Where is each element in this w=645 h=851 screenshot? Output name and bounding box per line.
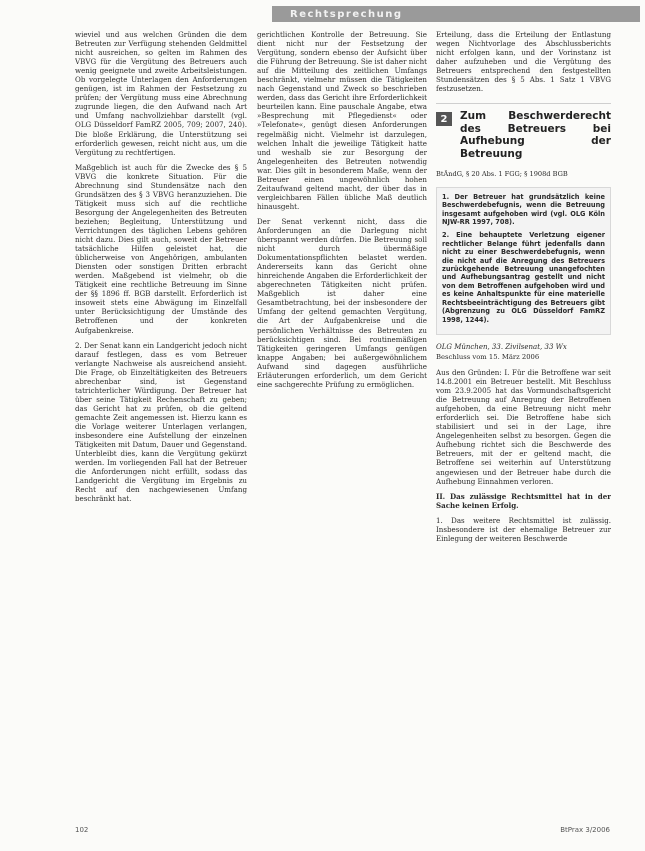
- legal-reference: BtÄndG, § 20 Abs. 1 FGG; § 1908d BGB: [436, 170, 568, 179]
- text-column-1: [75, 30, 247, 830]
- paragraph: gerichtlichen Kontrolle der Betreuung. Sie dient nicht nur der Festsetzung der Vergütung, sondern ebenso der Aufsicht über die Führung der Betreuung. Sie ist daher nicht auf die Mitteilung des zeitlichen Umfangs beschränkt, vielmehr müssen die Tätigkeiten nach Gegenstand und Zweck so beschrieben werden, dass das Gericht ihre Erforderlichkeit beurteilen kann. Eine pauschale Angabe, etwa »Besprechung mit Pflegedienst« oder »Telefonate«, genügt diesen Anforderungen regelmäßig nicht. Vielmehr ist darzulegen, welchen Inhalt die jeweilige Tätigkeit hatte und weshalb sie zur Besorgung der Angelegenheiten des Betreuten notwendig war. Dies gilt in besonderem Maße, wenn der Betreuer einen ungewöhnlich hohen Zeitaufwand geltend macht, der über das in vergleichbaren Fällen übliche Maß deutlich hinausgeht.: [257, 30, 427, 211]
- section-label: Rechtsprechung: [290, 8, 403, 20]
- paragraph: 2. Der Senat kann ein Landgericht jedoch nicht darauf festlegen, dass es vom Betreuer verlangte Nachweise als ausreichend ansieht. Die Frage, ob Einzeltätigkeiten des Betreuers abrechenbar sind, ist Gegenstand tatrichterlicher Würdigung. Der Betreuer hat über seine Tätigkeit Rechenschaft zu geben; das Gericht hat zu prüfen, ob die geltend gemachte Zeit angemessen ist. Hierzu kann es die Vorlage weiterer Unterlagen verlangen, insbesondere eine Aufstellung der einzelnen Tätigkeiten mit Datum, Dauer und Gegenstand. Unterbleibt dies, kann die Vergütung gekürzt werden. Im vorliegenden Fall hat der Betreuer die Anforderungen nicht erfüllt, sodass das Landgericht die Vergütung im Ergebnis zu Recht auf den nachgewiesenen Umfang beschränkt hat.: [75, 340, 247, 504]
- headnote: 1. Der Betreuer hat grundsätzlich keine Beschwerdebefugnis, wenn die Betreuung insgesamt aufgehoben wird (vgl. OLG Köln NJW-RR 1997, 708).: [442, 192, 605, 227]
- paragraph: Aus den Gründen: I. Für die Betroffene war seit 14.8.2001 ein Betreuer bestellt. Mit Beschluss vom 23.9.2005 hat das Vormundschaftsgericht die Betreuung auf Anregung der Betroffenen aufgehoben, da eine Betreuung nicht mehr erforderlich sei. Die Betroffene habe sich stabilisiert und sei in der Lage, ihre Angelegenheiten selbst zu besorgen. Gegen die Aufhebung richtet sich die Beschwerde des Betreuers, mit der er geltend macht, die Betroffene sei weiterhin auf Unterstützung angewiesen und der Betreuer habe durch die Aufhebung Einnahmen verloren.: [436, 368, 611, 486]
- text-column-2: [257, 30, 427, 830]
- section-header-bar: [272, 6, 640, 22]
- paragraph: 1. Das weitere Rechtsmittel ist zulässig. Insbesondere ist der ehemalige Betreuer zur Einlegung der weiteren Beschwerde: [436, 515, 611, 543]
- page-footer: [75, 826, 610, 838]
- page-number: 102: [75, 826, 89, 834]
- decision-date: Beschluss vom 15. März 2006: [436, 352, 540, 361]
- paragraph: Der Senat verkennt nicht, dass die Anforderungen an die Darlegung nicht überspannt werden dürfen. Die Betreuung soll nicht durch übermäßige Dokumentationspflichten belastet werden. Andererseits kann das Gericht ohne hinreichende Angaben die Erforderlichkeit der abgerechneten Tätigkeiten nicht prüfen. Maßgeblich ist daher eine Gesamtbetrachtung, bei der insbesondere der Umfang der geltend gemachten Vergütung, die Art der Aufgabenkreise und die persönlichen Verhältnisse des Betreuten zu berücksichtigen sind. Bei routinemäßigen Tätigkeiten geringeren Umfangs genügen knappe Angaben; bei außergewöhnlichem Aufwand sind dagegen ausführliche Erläuterungen erforderlich, um dem Gericht eine sachgerechte Prüfung zu ermöglichen.: [257, 216, 427, 389]
- section-heading: [436, 103, 611, 160]
- headnotes-box: [436, 187, 611, 335]
- section-title: Zum Beschwerderecht des Betreuers bei Aufhebung der Betreuung: [460, 110, 611, 160]
- text-column-3: [436, 30, 611, 830]
- section-number-badge: 2: [436, 112, 452, 126]
- court-name: OLG München, 33. Zivilsenat, 33 Wx: [436, 342, 567, 351]
- headnote: 2. Eine behauptete Verletzung eigener rechtlicher Belange führt jedenfalls dann nicht zu einer Beschwerdebefugnis, wenn die nicht auf die Anregung des Betreuers zurückgehende Betreuung unangefochten und Aufhebungsantrag gestellt und nicht von dem Betroffenen aufgehoben wird und es keine Anhaltspunkte für eine materielle Rechtsbeeinträchtigung des Betreuers gibt (Abgrenzung zu OLG Düsseldorf FamRZ 1998, 1244).: [442, 231, 605, 324]
- journal-issue: BtPrax 3/2006: [560, 826, 610, 834]
- paragraph: II. Das zulässige Rechtsmittel hat in der Sache keinen Erfolg.: [436, 491, 611, 510]
- paragraph: Erteilung, dass die Erteilung der Entlastung wegen Nichtvorlage des Abschlussberichts nicht erfolgen kann, und der Vorinstanz ist daher aufzuheben und die Vergütung des Betreuers entsprechend den festgestellten Stundensätzen des § 5 Abs. 1 Satz 1 VBVG festzusetzen.: [436, 30, 611, 94]
- paragraph: Maßgeblich ist auch für die Zwecke des § 5 VBVG die konkrete Situation. Für die Abrechnung sind Stundensätze nach den Grundsätzen des § 3 VBVG heranzuziehen. Die Tätigkeit muss sich auf die rechtliche Besorgung der Angelegenheiten des Betreuten beziehen; Begleitung, Unterstützung und Verrichtungen des täglichen Lebens gehören nicht dazu. Dies gilt auch, soweit der Betreuer tatsächliche Hilfen geleistet hat, die üblicherweise von Angehörigen, ambulanten Diensten oder sonstigen Dritten erbracht werden. Maßgebend ist vielmehr, ob die Tätigkeit eine rechtliche Betreuung im Sinne der §§ 1896 ff. BGB darstellt. Erforderlich ist insoweit stets eine Abwägung im Einzelfall unter Berücksichtigung der Umstände des Betroffenen und der konkreten Aufgabenkreise.: [75, 162, 247, 335]
- paragraph: wieviel und aus welchen Gründen die dem Betreuten zur Verfügung stehenden Geldmittel nicht ausreichen, so gelten im Rahmen des VBVG für die Vergütung des Betreuers auch wenig geeignete und zweite Arbeitsleistungen. Ob vorgelegte Unterlagen den Anforderungen genügen, ist im Rahmen der Festsetzung zu prüfen; der Vergütung muss eine Abrechnung zugrunde liegen, die den Aufwand nach Art und Umfang nachvollziehbar darstellt (vgl. OLG Düsseldorf FamRZ 2005, 709; 2007, 240). Die bloße Erklärung, die Unterstützung sei erforderlich gewesen, reicht nicht aus, um die Vergütung zu rechtfertigen.: [75, 30, 247, 157]
